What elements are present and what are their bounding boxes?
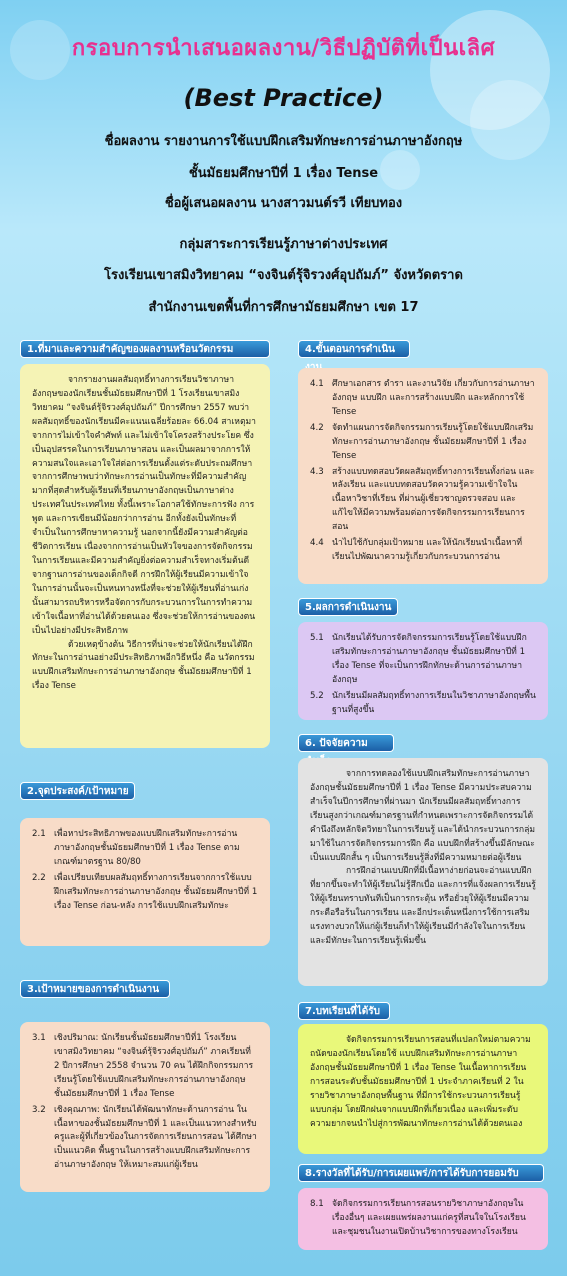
section-8-label: 8.รางวัลที่ได้รับ/การเผยแพร่/การได้รับการยอมรับ (298, 1164, 544, 1182)
list-item: 2.2 เพื่อเปรียบเทียบผลสัมฤทธิ์ทางการเรียนจากการใช้แบบฝึกเสริมทักษะการอ่านภาษาอังกฤษ ชั้นมัธยมศึกษาปีที่ 1 เรื่อง Tense ก่อน-หลัง การใช้แบบฝึกเสริมทักษะ (32, 872, 258, 911)
section-4-label: 4.ขั้นตอนการดำเนิน (298, 340, 410, 358)
section-3-box (20, 1022, 270, 1192)
section-2-label: 2.จุดประสงค์/เป้าหมาย (20, 782, 135, 800)
list-item: 4.2 จัดทำแผนการจัดกิจกรรมการเรียนรู้โดยใช้แบบฝึกเสริมทักษะการอ่านภาษาอังกฤษ ชั้นมัธยมศึกษาปีที่ 1 เรื่อง Tense (310, 422, 534, 461)
section-1-paragraph-1: จากรายงานผลสัมฤทธิ์ทางการเรียนวิชาภาษาอังกฤษของนักเรียนชั้นมัธยมศึกษาปีที่ 1 โรงเรียนเขาสมิงวิทยาคม “จงจินต์รุ้จิรวงศ์อุปถัมภ์” ปีการศึกษา 2557 พบว่าผลสัมฤทธิ์ของนักเรียนมีคะแนนเฉลี่ยร้อยละ 66.04 สาเหตุมาจากการไม่เข้าใจคำศัพท์ และไม่เข้าใจโครงสร้างประโยค ซึ่งเป็นอุปสรรคในการเรียนภาษาสอน และเป็นผลมาจากการให้ความสนใจและเอาใจใส่ต่อการเรียนตั้งแต่ระดับประถมศึกษา จากการศึกษาพบว่าทักษะการอ่านเป็นทักษะที่มีความสำคัญมากที่สุดสำหรับผู้เรียนที่เรียนภาษาอังกฤษเป็นภาษาต่างประเทศในประเทศไทย ทั้งนี้เพราะโอกาสใช้ทักษะการฟัง การพูด และการเขียนมีน้อยกว่าการอ่าน อีกทั้งยังเป็นทักษะที่จำเป็นในการศึกษาหาความรู้ นอกจากนี้ยังมีความสำคัญต่อชีวิตการเรียน เนื่องจากการอ่านเป็นหัวใจของการจัดกิจกรรมในการเรียนและมีความสำคัญยิ่งต่อความสำเร็จทางเริ่มต้นดีจากฐานการอ่านของเด็กกิจดี การฝึกให้ผู้เรียนมีความเข้าใจในการอ่านนั้นจะเป็นหนทางหนึ่งที่จะช่วยให้ผู้เรียนที่อ่านเก่งนั้นสามารถบริหารหรือจัดการกับกระบวนการในการทำความเข้าใจเนื้อหาที่อ่านได้ด้วยตนเอง ซึ่งจะช่วยให้การอ่านของตนเป็นไปอย่างมีประสิทธิภาพ (32, 375, 257, 636)
section-3-label: 3.เป้าหมายของการดำเนินงาน (20, 980, 170, 998)
poster-title: กรอบการนำเสนอผลงาน/วิธีปฏิบัติที่เป็นเลิศ (71, 36, 496, 61)
department-line: กลุ่มสาระการเรียนรู้ภาษาต่างประเทศ (179, 237, 388, 252)
office-line: สำนักงานเขตพื้นที่การศึกษามัธยมศึกษา เขต 17 (148, 300, 419, 315)
section-7-label: 7.บทเรียนที่ได้รับ (298, 1002, 390, 1020)
section-1-label: 1.ที่มาและความสำคัญของผลงานหรือนวัตกรรม (20, 340, 270, 358)
section-6-label: 6. ปัจจัยความ (298, 734, 394, 752)
poster-header (0, 0, 567, 330)
list-item: 3.2 เชิงคุณภาพ: นักเรียนได้พัฒนาทักษะด้านการอ่าน ในเนื้อหาของชั้นมัธยมศึกษาปีที่ 1 และเป็นแนวทางสำหรับครูและผู้ที่เกี่ยวข้องในการจัดการเรียนการสอน ได้ศึกษาเป็นแนวคิด พื้นฐานในการสร้างแบบฝึกเสริมทักษะการอ่านภาษาอังกฤษ ให้เหมาะสมแก่ผู้เรียน (32, 1104, 257, 1171)
section-7-box (298, 1024, 548, 1154)
section-6-paragraph-1: จากการทดลองใช้แบบฝึกเสริมทักษะการอ่านภาษาอังกฤษชั้นมัธยมศึกษาปีที่ 1 เรื่อง Tense มีความประสบความสำเร็จในปีการศึกษาที่ผ่านมา นักเรียนมีผลสัมฤทธิ์ทางการเรียนสูงกว่าเกณฑ์มาตรฐานที่กำหนดเพราะการจัดกิจกรรมได้คำนึงถึงหลักจิตวิทยาในการเรียนรู้ และได้นำกระบวนการกลุ่มมาใช้ในการจัดกิจกรรมการฝึก คือ แบบฝึกที่สร้างขึ้นมีลักษณะเป็นแบบฝึกสั้น ๆ เป็นการเรียนรู้สิ่งที่มีความหมายต่อผู้เรียน (310, 769, 536, 863)
list-item: 3.1 เชิงปริมาณ: นักเรียนชั้นมัธยมศึกษาปีที่1 โรงเรียนเขาสมิงวิทยาคม “จงจินต์รุ้จิรวงศ์อุปถัมภ์” ภาคเรียนที่ 2 ปีการศึกษา 2558 จำนวน 70 คน ได้ฝึกกิจกรรมการเรียนรู้โดยใช้แบบฝึกเสริมทักษะการอ่านภาษาอังกฤษ ชั้นมัธยมศึกษาปีที่ 1 เรื่อง Tense (32, 1033, 254, 1099)
list-item: 8.1 จัดกิจกรรมการเรียนการสอนรายวิชาภาษาอังกฤษในเรื่องอื่นๆ และเผยแพร่ผลงานแก่ครูที่สนใจในโรงเรียนและชุมชนในงานเปิดบ้านวิชาการของทางโรงเรียน (310, 1199, 526, 1237)
poster-subtitle: (Best Practice) (183, 84, 384, 112)
list-item: 4.1 ศึกษาเอกสาร ตำรา และงานวิจัย เกี่ยวกับการอ่านภาษาอังกฤษ แบบฝึก และการสร้างแบบฝึก และหลักการใช้ Tense (310, 379, 535, 417)
presenter-line: ชื่อผู้เสนอผลงาน นางสาวมนต์รวี เทียบทอง (164, 196, 403, 211)
work-title-line-1: ชื่อผลงาน รายงานการใช้แบบฝึกเสริมทักษะการอ่านภาษาอังกฤษ (104, 134, 463, 149)
section-5-label: 5.ผลการดำเนินงาน (298, 598, 398, 616)
section-1-box (20, 364, 270, 748)
section-5-box (298, 622, 548, 720)
section-7-paragraph-1: จัดกิจกรรมการเรียนการสอนที่แปลกใหม่ตามความถนัดของนักเรียนโดยใช้ แบบฝึกเสริมทักษะการอ่านภาษาอังกฤษชั้นมัธยมศึกษาปีที่ 1 เรื่อง Tense ในเนื้อหาการเรียนการสอนระดับชั้นมัธยมศึกษาปีที่ 1 ประจำภาคเรียนที่ 2 ในรายวิชาภาษาอังกฤษพื้นฐาน ที่มีการใช้กระบวนการเรียนรู้แบบกลุ่ม โดยฝึกฝนจากแบบฝึกที่เกี่ยวเนื่อง และเพิ่มระดับความยากจนนำไปสู่การพัฒนาทักษะการอ่านได้ด้วยตนเอง (310, 1035, 531, 1129)
section-6-paragraph-2: การฝึกอ่านแบบฝึกที่มีเนื้อหาง่ายก่อนจะอ่านแบบฝึกที่ยากขึ้นจะทำให้ผู้เรียนไม่รู้สึกเบื่อ และการที่แจ้งผลการเรียนรู้ให้ผู้เรียนทราบทันทีเป็นการกระตุ้น หรือยั่วยุให้ผู้เรียนมีความกระตือรือร้นในการเรียน และอีกประเด็นหนึ่งการใช้การเสริมแรงทางบวกให้แก่ผู้เรียนก็ทำให้ผู้เรียนมีกำลังใจในการเรียนและมีทักษะในการเรียนรู้เพิ่มขึ้น (310, 866, 536, 947)
section-6-box (298, 758, 548, 986)
list-item: 2.1 เพื่อหาประสิทธิภาพของแบบฝึกเสริมทักษะการอ่านภาษาอังกฤษชั้นมัธยมศึกษาปีที่ 1 เรื่อง Tense ตามเกณฑ์มาตรฐาน 80/80 (32, 829, 240, 867)
list-item: 4.4 นำไปใช้กับกลุ่มเป้าหมาย และให้นักเรียนนำเนื้อหาที่เรียนไปพัฒนาความรู้เกี่ยวกับกระบวนการอ่าน (310, 538, 523, 563)
section-1-paragraph-2: ด้วยเหตุข้างต้น วิธีการที่น่าจะช่วยให้นักเรียนได้ฝึกทักษะในการอ่านอย่างมีประสิทธิภาพอีกวิธีหนึ่ง คือ นวัตกรรมแบบฝึกเสริมทักษะการอ่านภาษาอังกฤษ ชั้นมัธยมศึกษาปีที่ 1 เรื่อง Tense (32, 639, 255, 692)
school-line: โรงเรียนเขาสมิงวิทยาคม “จงจินต์รุ้จิรวงศ์อุปถัมภ์” จังหวัดตราด (104, 268, 463, 283)
work-title-line-2: ชั้นมัธยมศึกษาปีที่ 1 เรื่อง Tense (188, 166, 379, 181)
list-item: 4.3 สร้างแบบทดสอบวัดผลสัมฤทธิ์ทางการเรียนทั้งก่อน และหลังเรียน และแบบทดสอบวัดความรู้ความเข้าใจในเนื้อหาวิชาที่เรียน ที่ผ่านผู้เชี่ยวชาญตรวจสอบ และแก้ไขให้มีความพร้อมต่อการจัดกิจกรรมการเรียนการสอน (310, 466, 535, 533)
list-item: 5.2 นักเรียนมีผลสัมฤทธิ์ทางการเรียนในวิชาภาษาอังกฤษพื้นฐานที่สูงขึ้น (310, 690, 536, 715)
section-2-box (20, 818, 270, 946)
list-item: 5.1 นักเรียนได้รับการจัดกิจกรรมการเรียนรู้โดยใช้แบบฝึกเสริมทักษะการอ่านภาษาอังกฤษ ชั้นมัธยมศึกษาปีที่ 1 เรื่อง Tense ที่จะเป็นการฝึกทักษะด้านการอ่านภาษาอังกฤษ (310, 633, 527, 685)
section-8-box (298, 1188, 548, 1250)
section-4-box (298, 368, 548, 584)
